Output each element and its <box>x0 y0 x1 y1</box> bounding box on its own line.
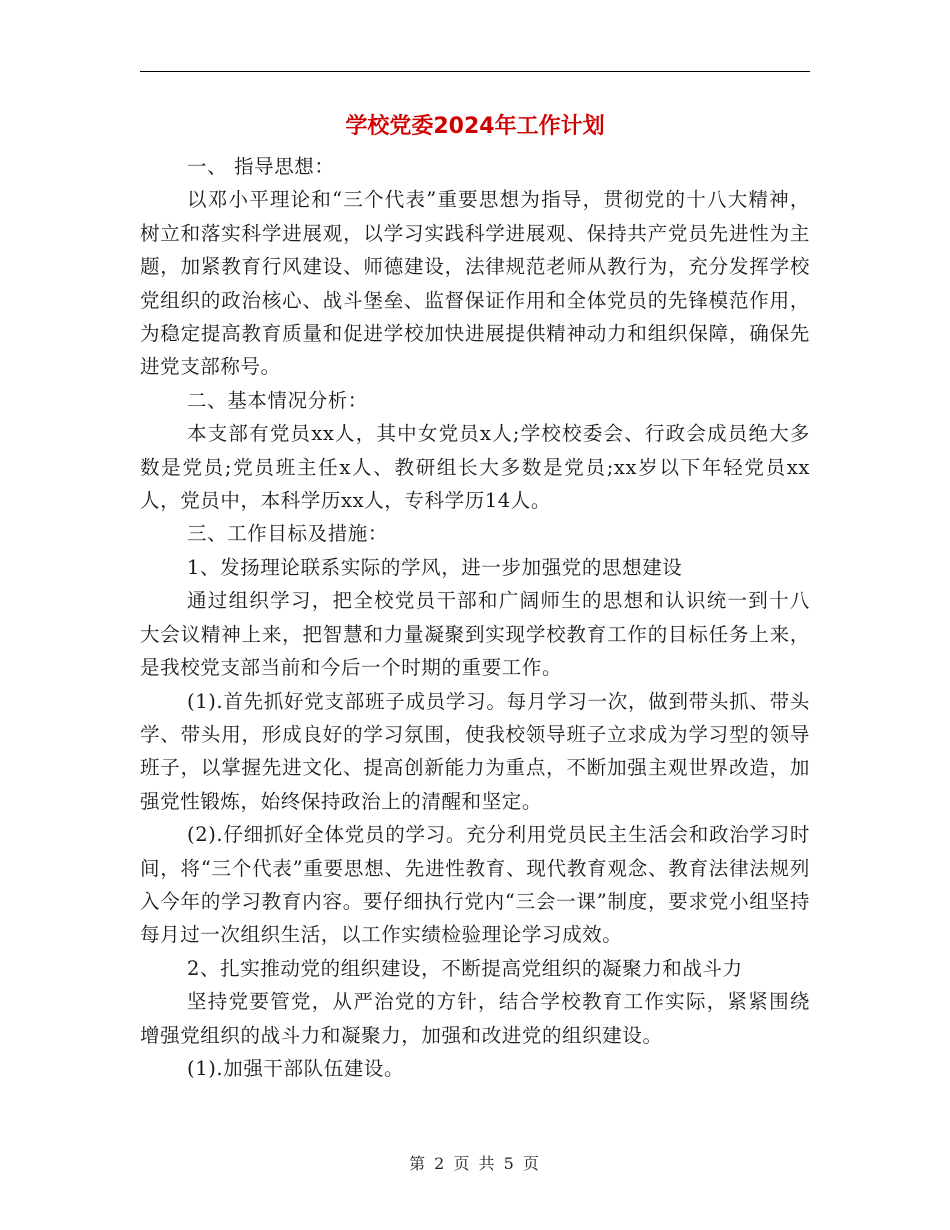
page-number-footer: 第 2 页 共 5 页 <box>409 1154 541 1173</box>
section-heading: 一、 指导思想： <box>187 155 335 178</box>
section-heading: 二、基本情况分析： <box>187 388 368 412</box>
paragraph: (1).首先抓好党支部班子成员学习。每月学习一次，做到带头抓、带头学、带头用，形成良好的学习氛围，使我校领导班子立求成为学习型的领导班子，以掌握先进文化、提高创新能力为重点，不断加强主观世界改造，加强党性锻炼，始终保持政治上的清醒和坚定。 <box>140 689 810 813</box>
subsection-heading: 2、扎实推动党的组织建设，不断提高党组织的凝聚力和战斗力 <box>187 956 743 980</box>
paragraph: 以邓小平理论和“三个代表”重要思想为指导，贯彻党的十八大精神，树立和落实科学进展观，以学习实践科学进展观、保持共产党员先进性为主题，加紧教育行风建设、师德建设，法律规范老师从教行为，充分发挥学校党组织的政治核心、战斗堡垒、监督保证作用和全体党员的先锋模范作用，为稳定提高教育质量和促进学校加快进展提供精神动力和组织保障，确保先进党支部称号。 <box>140 188 810 379</box>
section-heading: 三、工作目标及措施： <box>187 522 389 546</box>
paragraph: 通过组织学习，把全校党员干部和广阔师生的思想和认识统一到十八大会议精神上来，把智慧和力量凝聚到实现学校教育工作的目标任务上来，是我校党支部当前和今后一个时期的重要工作。 <box>140 589 810 680</box>
document-title: 学校党委2024年工作计划 <box>345 114 605 139</box>
paragraph: 坚持党要管党，从严治党的方针，结合学校教育工作实际，紧紧围绕增强党组织的战斗力和凝聚力，加强和改进党的组织建设。 <box>140 990 810 1047</box>
paragraph: 本支部有党员xx人，其中女党员x人;学校校委会、行政会成员绝大多数是党员;党员班主任x人、教研组长大多数是党员;xx岁以下年轻党员xx人，党员中，本科学历xx人，专科学历14人。 <box>140 422 810 513</box>
document-body <box>140 150 810 1085</box>
paragraph: (1).加强干部队伍建设。 <box>187 1056 405 1080</box>
header-rule <box>140 71 810 72</box>
subsection-heading: 1、发扬理论联系实际的学风，进一步加强党的思想建设 <box>187 555 683 579</box>
paragraph: (2).仔细抓好全体党员的学习。充分利用党员民主生活会和政治学习时间，将“三个代表”重要思想、先进性教育、现代教育观念、教育法律法规列入今年的学习教育内容。要仔细执行党内“三会一课”制度，要求党小组坚持每月过一次组织生活，以工作实绩检验理论学习成效。 <box>140 823 810 947</box>
